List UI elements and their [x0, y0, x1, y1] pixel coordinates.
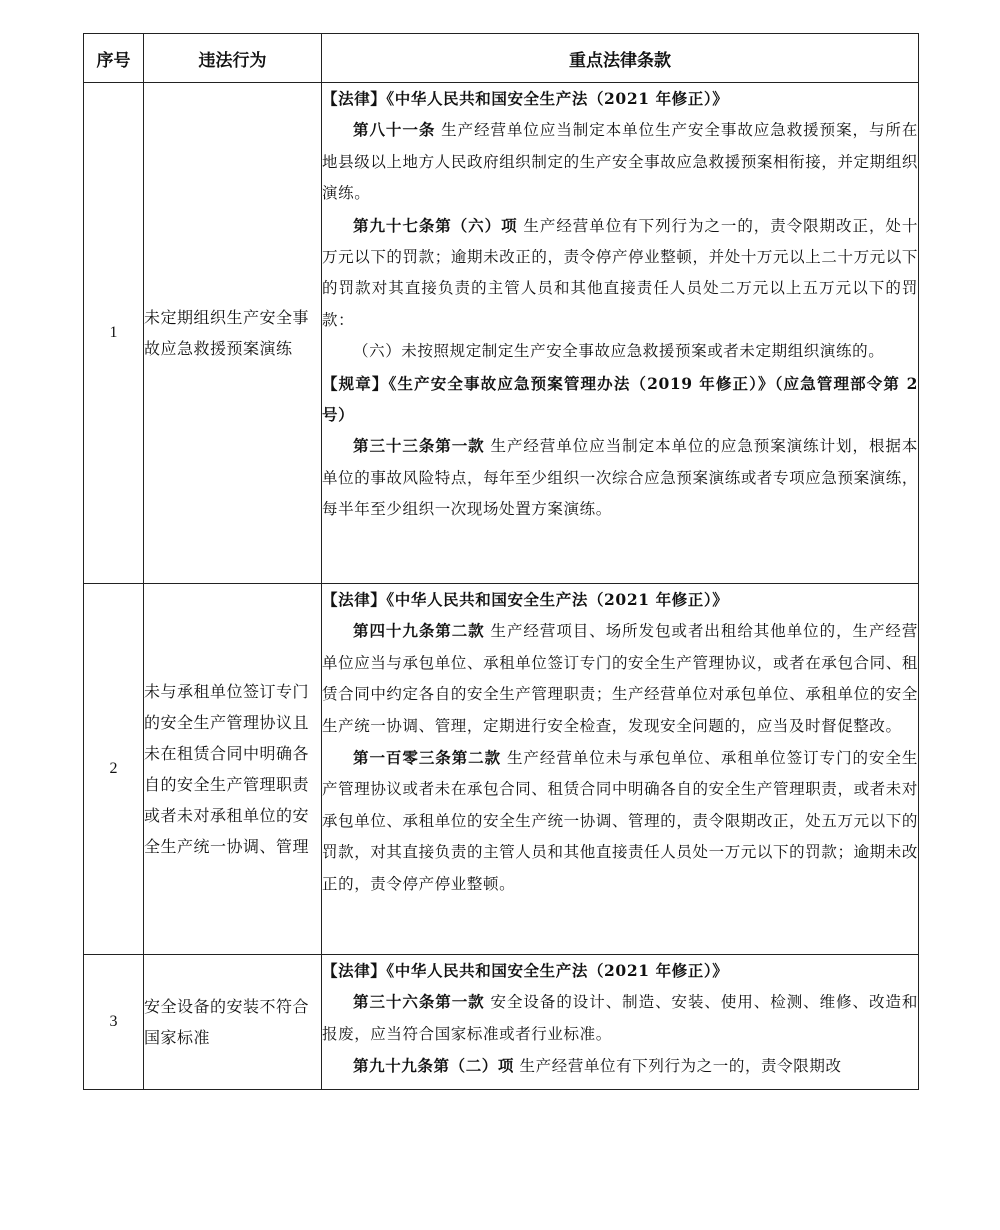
violation-text: 安全设备的安装不符合国家标准	[144, 955, 322, 1090]
law-source-title: 【法律】《中华人民共和国安全生产法（2021 年修正）》	[322, 590, 729, 609]
header-no: 序号	[84, 34, 144, 83]
article-heading: 第四十九条第二款	[353, 621, 485, 641]
article-item: （六）未按照规定制定生产安全事故应急救援预案或者未定期组织演练的。	[353, 342, 885, 361]
article-paragraph	[322, 114, 918, 209]
regulation-source-title: 【规章】《生产安全事故应急预案管理办法（2019 年修正）》（应急管理部令第 2 号）	[322, 373, 918, 425]
article-paragraph	[322, 742, 918, 900]
article-heading: 第九十九条第（二）项	[353, 1056, 515, 1076]
article-paragraph	[322, 430, 918, 525]
law-clauses	[322, 83, 919, 584]
violation-text: 未与承租单位签订专门的安全生产管理协议且未在租赁合同中明确各自的安全生产管理职责或者未对承租单位的安全生产统一协调、管理	[144, 584, 322, 955]
violation-text: 未定期组织生产安全事故应急救援预案演练	[144, 83, 322, 584]
article-heading: 第九十七条第（六）项	[353, 215, 518, 235]
article-heading: 第八十一条	[353, 120, 436, 140]
header-row	[84, 34, 919, 83]
article-heading: 第一百零三条第二款	[353, 748, 502, 768]
article-paragraph	[322, 986, 918, 1050]
law-clauses	[322, 955, 919, 1090]
article-text: 生产经营项目、场所发包或者出租给其他单位的，生产经营单位应当与承包单位、承租单位签订专门的安全生产管理协议，或者在承包合同、租赁合同中约定各自的安全生产管理职责；生产经营单位对承包单位、承租单位的安全生产统一协调、管理，定期进行安全检查，发现安全问题的，应当及时督促整改。	[322, 622, 918, 735]
article-text: 生产经营单位未与承包单位、承租单位签订专门的安全生产管理协议或者未在承包合同、租赁合同中明确各自的安全生产管理职责，或者未对承包单位、承租单位的安全生产统一协调、管理的，责令限期改正，处五万元以下的罚款，对其直接负责的主管人员和其他直接责任人员处一万元以下的罚款；逾期未改正的，责令停产停业整顿。	[322, 749, 918, 893]
article-text: 生产经营单位应当制定本单位的应急预案演练计划，根据本单位的事故风险特点，每年至少组织一次综合应急预案演练或者专项应急预案演练，每半年至少组织一次现场处置方案演练。	[322, 437, 918, 519]
article-text: 安全设备的设计、制造、安装、使用、检测、维修、改造和报废，应当符合国家标准或者行业标准。	[322, 993, 918, 1043]
header-clauses: 重点法律条款	[322, 34, 919, 83]
article-text: 生产经营单位有下列行为之一的，责令限期改	[514, 1057, 842, 1076]
row-number: 2	[84, 584, 144, 955]
law-table	[83, 33, 919, 1090]
article-paragraph	[322, 615, 918, 742]
row-number: 1	[84, 83, 144, 584]
header-violation: 违法行为	[144, 34, 322, 83]
article-text: 生产经营单位有下列行为之一的，责令限期改正，处十万元以下的罚款；逾期未改正的，责令停产停业整顿，并处十万元以上二十万元以下的罚款对其直接负责的主管人员和其他直接责任人员处二万元以上五万元以下的罚款：	[322, 216, 918, 329]
row-number: 3	[84, 955, 144, 1090]
article-heading: 第三十三条第一款	[353, 436, 485, 456]
law-source-title: 【法律】《中华人民共和国安全生产法（2021 年修正）》	[322, 961, 729, 980]
article-heading: 第三十六条第一款	[353, 992, 485, 1012]
law-source-title: 【法律】《中华人民共和国安全生产法（2021 年修正）》	[322, 89, 729, 108]
table-row	[84, 584, 919, 955]
table-row	[84, 955, 919, 1090]
article-text: 生产经营单位应当制定本单位生产安全事故应急救援预案，与所在地县级以上地方人民政府组织制定的生产安全事故应急救援预案相衔接，并定期组织演练。	[322, 121, 918, 203]
article-paragraph	[322, 210, 918, 337]
law-clauses	[322, 584, 919, 955]
table-row	[84, 83, 919, 584]
article-paragraph	[322, 1050, 918, 1082]
